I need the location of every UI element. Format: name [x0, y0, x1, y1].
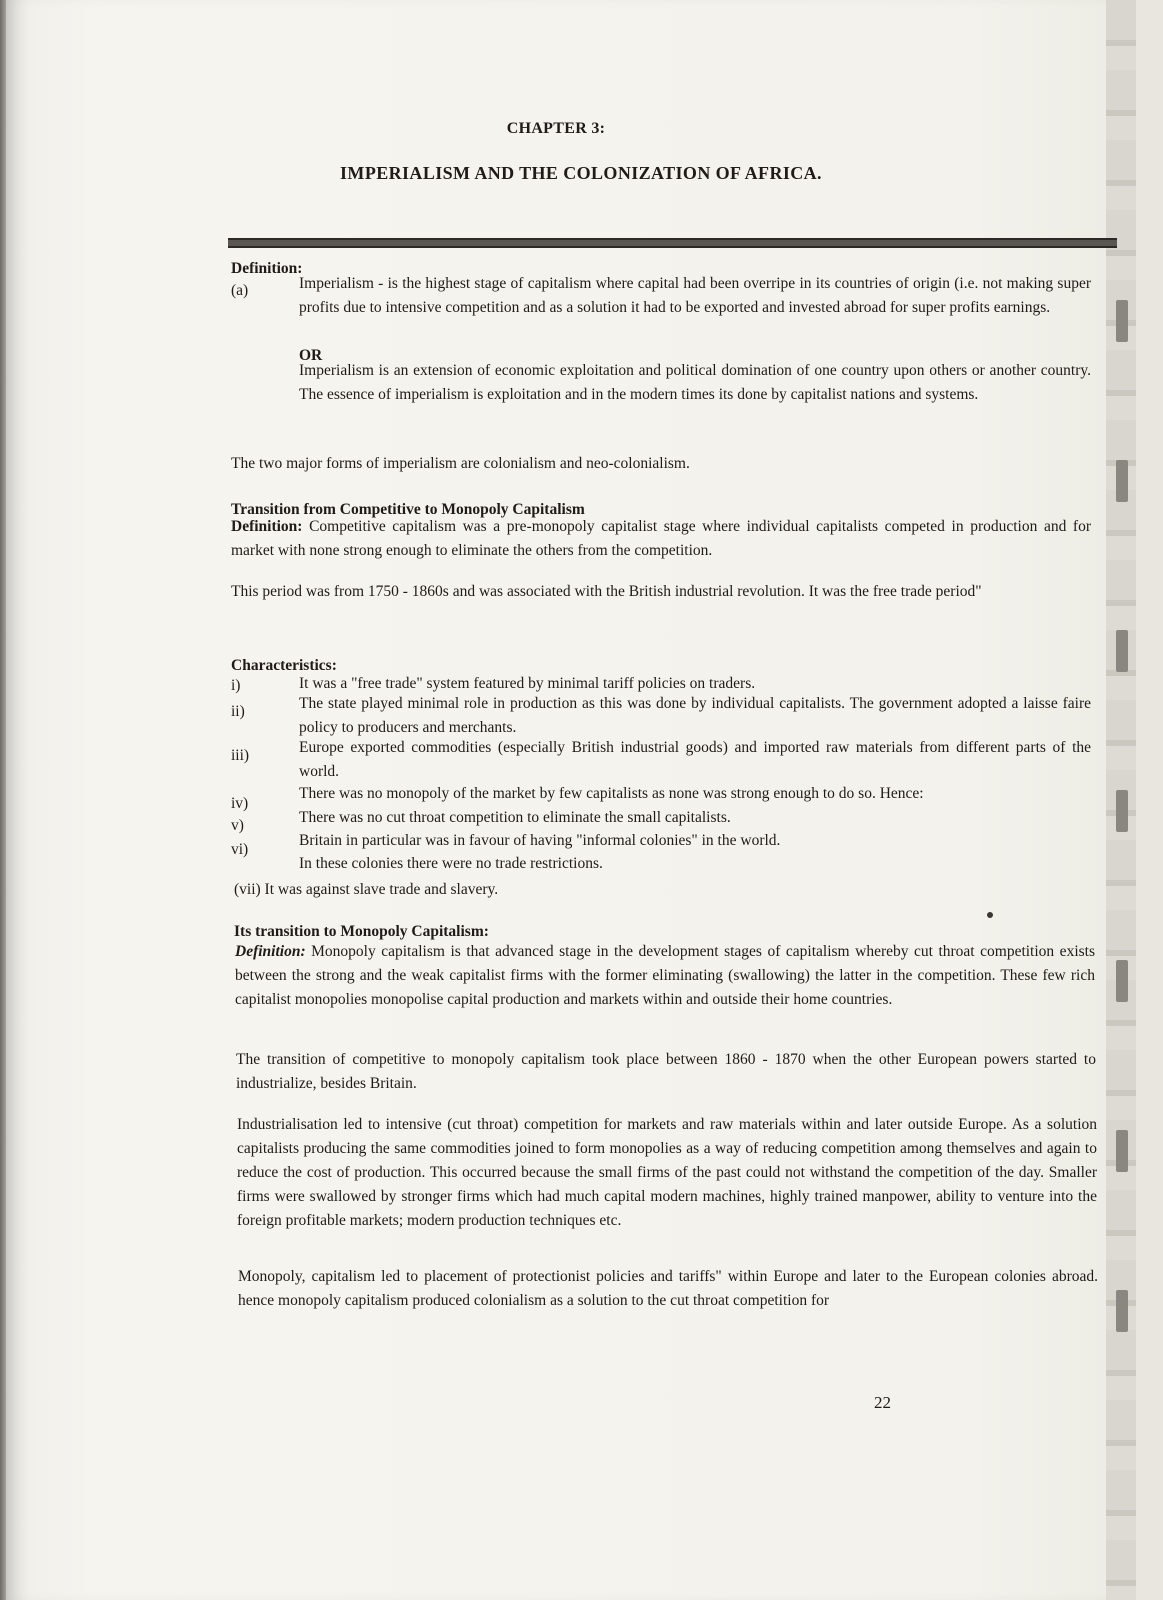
char-text-7: In these colonies there were no trade restrictions. — [299, 855, 603, 872]
transition-definition — [231, 515, 1091, 563]
or-divider: OR — [299, 347, 323, 364]
period-paragraph: This period was from 1750 - 1860s and was associated with the British industrial revolution. It was the free trade period" — [231, 583, 982, 600]
transition-period-paragraph: The transition of competitive to monopoly capitalism took place between 1860 - 1870 when the other European powers started to industrialize, besides Britain. — [236, 1051, 1096, 1092]
ink-speck — [987, 912, 993, 918]
monopoly-definition — [235, 940, 1095, 1012]
monopoly-def-text: Monopoly capitalism is that advanced stage in the development stages of capitalism whereby cut throat competition exists between the strong and the weak capitalist firms with the former eliminating (swallowing) the latter in the competition. These few rich capitalist monopolies monopolise capital production and markets within and outside their home countries. — [235, 943, 1095, 1008]
char-text-3: Europe exported commodities (especially British industrial goods) and imported raw materials from different parts of the world. — [299, 739, 1091, 780]
char-item-vii: (vii) It was against slave trade and slavery. — [234, 881, 499, 898]
char-label-6: vi) — [231, 841, 249, 858]
definition-label-a: (a) — [231, 282, 249, 299]
binding-tab — [1116, 300, 1128, 342]
binding-tab — [1116, 790, 1128, 832]
char-label-3: iii) — [231, 747, 250, 764]
binding-tab — [1116, 460, 1128, 502]
binding-tab — [1116, 1290, 1128, 1332]
char-label-5: v) — [231, 817, 244, 834]
char-text-4: There was no monopoly of the market by few capitalists as none was strong enough to do so. Hence: — [299, 785, 924, 802]
char-label-4: iv) — [231, 795, 249, 812]
page-number: 22 — [874, 1393, 891, 1412]
definition-heading: Definition: — [231, 260, 303, 277]
transition-def-text: Competitive capitalism was a pre-monopoly capitalist stage where individual capitalists competed in production and for market with none strong enough to eliminate the others from the competition. — [231, 518, 1091, 559]
char-label-2: ii) — [231, 703, 245, 720]
char-text-6: Britain in particular was in favour of having "informal colonies" in the world. — [299, 832, 781, 849]
industrialisation-paragraph: Industrialisation led to intensive (cut throat) competition for markets and raw materials within and later outside Europe. As a solution capitalists producing the same commodities joined to form monopolies as a way of reducing competition among themselves and again to reduce the cost of production. This occurred because the small firms of the past could not withstand the competition of the day. Smaller firms were swallowed by stronger firms which had much capital modern machines, highly trained manpower, ability to venture into the foreign profitable markets; modern production techniques etc. — [237, 1116, 1097, 1229]
document-page — [6, 0, 1136, 1600]
binding-tab — [1116, 960, 1128, 1002]
binding-tab — [1116, 630, 1128, 672]
transition-def-label: Definition: — [231, 518, 303, 535]
chapter-title: IMPERIALISM AND THE COLONIZATION OF AFRICA. — [340, 163, 822, 183]
char-text-2: The state played minimal role in production as this was done by individual capitalists. The government adopted a laisse faire policy to producers and merchants. — [299, 695, 1091, 736]
protectionism-paragraph: Monopoly, capitalism led to placement of protectionist policies and tariffs" within Europe and later to the European colonies abroad. hence monopoly capitalism produced colonialism as a solution to the cut throat competition for — [238, 1268, 1098, 1309]
char-text-5: There was no cut throat competition to eliminate the small capitalists. — [299, 809, 731, 826]
transition-heading: Transition from Competitive to Monopoly Capitalism — [231, 501, 585, 518]
title-rule — [228, 238, 1117, 248]
chapter-number: CHAPTER 3: — [506, 120, 606, 137]
definition-text-a: Imperialism - is the highest stage of capitalism where capital had been overripe in its countries of origin (i.e. not making super profits due to intensive competition and as a solution it had to be exported and invested abroad for super profits earnings. — [299, 275, 1091, 316]
definition-text-b: Imperialism is an extension of economic exploitation and political domination of one country upon others or another country. The essence of imperialism is exploitation and in the modern times its done by capitalist nations and systems. — [299, 362, 1091, 403]
characteristics-heading: Characteristics: — [231, 657, 337, 674]
binding-tab — [1116, 1130, 1128, 1172]
char-label-1: i) — [231, 677, 241, 694]
monopoly-heading: Its transition to Monopoly Capitalism: — [234, 923, 489, 940]
forms-paragraph: The two major forms of imperialism are colonialism and neo-colonialism. — [231, 455, 690, 472]
char-text-1: It was a "free trade" system featured by minimal tariff policies on traders. — [299, 675, 756, 692]
monopoly-def-label: Definition: — [235, 943, 306, 960]
